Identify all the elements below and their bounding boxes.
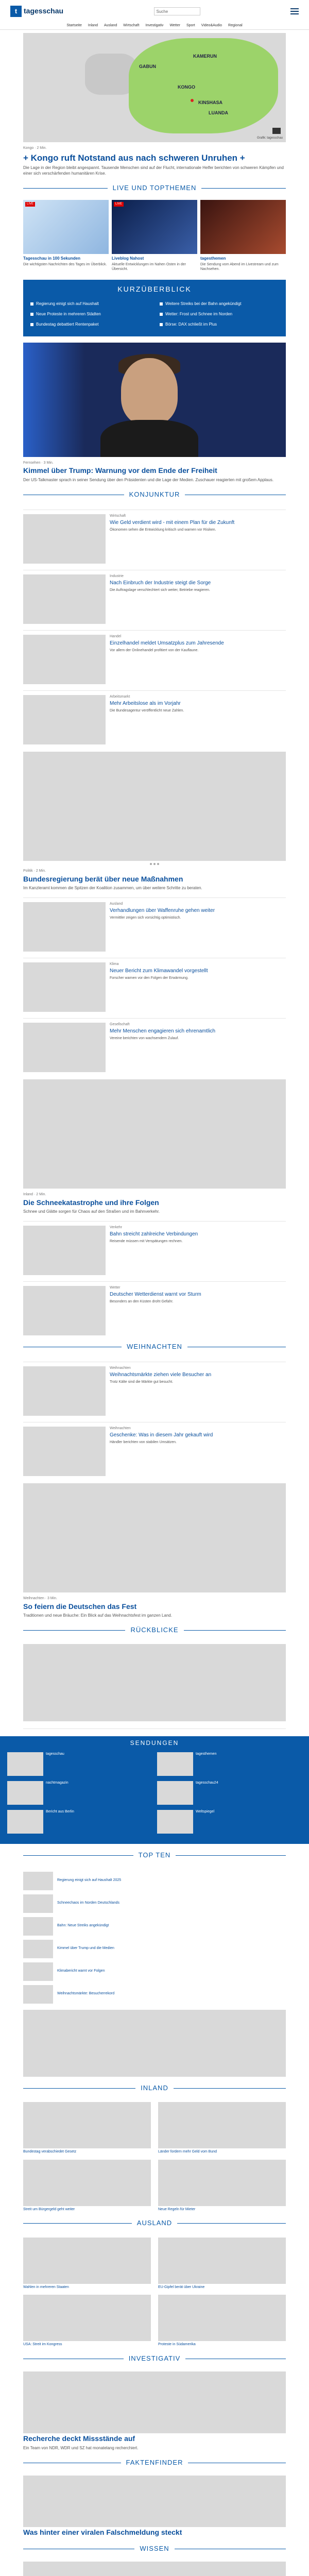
nav-item[interactable]: Wetter: [169, 24, 180, 27]
sendung-name: Weltspiegel: [196, 1810, 215, 1814]
sendung-thumbnail: [7, 1781, 43, 1805]
carousel-dots[interactable]: [23, 863, 286, 865]
nav-item[interactable]: Inland: [88, 24, 98, 27]
main-story-image[interactable]: [23, 343, 286, 457]
grid-teaser[interactable]: [23, 2295, 151, 2347]
weih-teaser: Traditionen und neue Bräuche: Ein Blick auf das Weihnachtsfest im ganzen Land.: [23, 1613, 173, 1618]
topten-title: Kimmel über Trump und die Medien: [57, 1946, 114, 1951]
article-teaser[interactable]: [23, 897, 286, 952]
third-teaser: Schnee und Glätte sorgen für Chaos auf den Straßen und im Bahnverkehr.: [23, 1209, 160, 1214]
grid-teaser-title: Bundestag verabschiedet Gesetz: [23, 2149, 77, 2154]
topten-item[interactable]: [23, 1872, 286, 1890]
article-teaser[interactable]: [23, 1362, 286, 1416]
article-summary: Die Auftragslage verschlechtert sich weiter, Betriebe reagieren.: [110, 588, 210, 592]
teaser-image[interactable]: [23, 1483, 286, 1592]
article-text: [110, 1286, 286, 1335]
article-summary: Vereine berichten von wachsendem Zulauf.: [110, 1037, 179, 1041]
section-weihnachten-title: WEIHNACHTEN: [23, 1347, 286, 1355]
grid-teaser-image: [158, 2295, 286, 2341]
live-badge: LIVE: [114, 202, 124, 207]
image-credit: Grafik: tagesschau: [256, 136, 283, 140]
faktenfinder-headline[interactable]: Was hinter einer viralen Falschmeldung steckt: [23, 2528, 182, 2537]
grid-teaser-title: Neue Regeln für Mieter: [158, 2207, 196, 2211]
section-wissen-title: WISSEN: [23, 2549, 286, 2557]
article-text: [110, 962, 286, 1012]
sendung-thumbnail: [7, 1752, 43, 1776]
konjunktur-list: [23, 510, 286, 744]
topten-item[interactable]: [23, 1962, 286, 1981]
article-text: [110, 1427, 286, 1476]
article-thumbnail[interactable]: [23, 695, 106, 744]
article-text: [110, 1023, 286, 1072]
kurz-list: [30, 301, 279, 327]
teaser-image[interactable]: [23, 752, 286, 861]
article-teaser[interactable]: [23, 958, 286, 1012]
sendung-thumbnail: [7, 1810, 43, 1834]
article-thumbnail[interactable]: [23, 1427, 106, 1476]
section-topten-title: TOP TEN: [23, 1855, 286, 1864]
article-kicker: Klima: [110, 962, 119, 966]
kurz-item[interactable]: Weitere Streiks bei der Bahn angekündigt: [160, 301, 279, 307]
investigativ-image[interactable]: [23, 2371, 286, 2433]
article-kicker: Weihnachten: [110, 1366, 131, 1370]
grid-teaser-image: [23, 2238, 151, 2284]
topten-item[interactable]: [23, 1917, 286, 1936]
main-nav: [0, 23, 309, 30]
section-inland-title: INLAND: [23, 2088, 286, 2097]
grid-teaser[interactable]: [23, 2238, 151, 2290]
sendungen-title: SENDUNGEN: [130, 1739, 179, 1747]
topten-thumbnail: [23, 1917, 53, 1936]
article-summary: Forscher warnen vor den Folgen der Erwärmung.: [110, 976, 188, 980]
live-card-title: Liveblog Nahost: [112, 256, 144, 261]
investigativ-teaser: Ein Team von NDR, WDR und SZ hat monatelang recherchiert.: [23, 2445, 139, 2450]
third-meta: Inland · 2 Min.: [23, 1192, 46, 1196]
third-headline[interactable]: Die Schneekatastrophe und ihre Folgen: [23, 1198, 159, 1207]
nav-item[interactable]: Investigativ: [145, 24, 164, 27]
sendung-name: nachtmagazin: [46, 1781, 68, 1785]
grid-teaser-image: [23, 2102, 151, 2148]
article-thumbnail[interactable]: [23, 1023, 106, 1072]
grid-teaser[interactable]: [23, 2160, 151, 2212]
article-summary: Ökonomen sehen die Entwicklung kritisch und warnen vor Risiken.: [110, 528, 216, 532]
grid-teaser-image: [158, 2238, 286, 2284]
live-cards: [23, 200, 286, 272]
article-summary: Trotz Kälte sind die Märkte gut besucht.: [110, 1380, 174, 1384]
article-thumbnail[interactable]: [23, 635, 106, 684]
article-summary: Vor allem der Onlinehandel profitiert von der Kauflaune.: [110, 649, 199, 653]
article-headline[interactable]: Verhandlungen über Waffenruhe gehen weiter: [110, 907, 215, 913]
sendungen-section: [0, 1736, 309, 1844]
logo-text: tagesschau: [24, 7, 64, 15]
sendung-name: tagesschau24: [196, 1781, 218, 1785]
ausland-grid: [23, 2238, 286, 2348]
article-thumbnail[interactable]: [23, 1226, 106, 1275]
topten-title: Schneechaos im Norden Deutschlands: [57, 1901, 120, 1905]
grid-teaser[interactable]: [158, 2102, 286, 2155]
kurz-title: KURZÜBERBLICK: [117, 285, 192, 294]
weihnachten-list: [23, 1362, 286, 1476]
main-meta: Fernsehen · 3 Min.: [23, 461, 54, 465]
topten-list: [23, 1872, 286, 2004]
top-bar: [0, 0, 309, 23]
article-thumbnail[interactable]: [23, 1366, 106, 1416]
section-faktenfinder-title: FAKTENFINDER: [23, 2463, 286, 2471]
sendung-item[interactable]: [157, 1810, 302, 1834]
kurz-item[interactable]: Bundestag debattiert Rentenpaket: [30, 322, 149, 327]
article-summary: Vermittler zeigen sich vorsichtig optimistisch.: [110, 916, 181, 920]
article-teaser[interactable]: [23, 690, 286, 744]
article-headline[interactable]: Deutscher Wetterdienst warnt vor Sturm: [110, 1291, 201, 1297]
topten-thumbnail: [23, 1894, 53, 1913]
kurz-item[interactable]: Börse: DAX schließt im Plus: [160, 322, 279, 327]
grid-teaser[interactable]: [158, 2160, 286, 2212]
article-summary: Händler berichten von stabilen Umsätzen.: [110, 1440, 177, 1445]
article-thumbnail[interactable]: [23, 902, 106, 952]
grid-teaser[interactable]: [158, 2295, 286, 2347]
search-box[interactable]: [154, 7, 200, 15]
article-text: [110, 514, 286, 564]
menu-icon[interactable]: [290, 8, 299, 14]
live-card-title: tagesthemen: [200, 256, 226, 261]
rueckblicke-image[interactable]: [23, 1644, 286, 1721]
nav-item[interactable]: Ausland: [104, 24, 117, 27]
topten-item[interactable]: [23, 1940, 286, 1958]
article-thumbnail[interactable]: [23, 962, 106, 1012]
investigativ-headline[interactable]: Recherche deckt Missstände auf: [23, 2434, 135, 2443]
kurzueberblick-box: [23, 280, 286, 336]
article-kicker: Arbeitsmarkt: [110, 694, 130, 699]
nav-item[interactable]: Wirtschaft: [123, 24, 140, 27]
teaser-image[interactable]: [23, 1079, 286, 1189]
article-kicker: Gesellschaft: [110, 1022, 130, 1026]
inland-grid: [23, 2102, 286, 2212]
grid-teaser[interactable]: [23, 2102, 151, 2155]
main-headline[interactable]: Kimmel über Trump: Warnung vor dem Ende der Freiheit: [23, 466, 217, 475]
map-city-dot: [191, 99, 194, 102]
article-headline[interactable]: Neuer Bericht zum Klimawandel vorgestellt: [110, 968, 208, 974]
sendung-thumbnail: [157, 1810, 193, 1834]
article-headline[interactable]: Wie Geld verdient wird - mit einem Plan für die Zukunft: [110, 519, 235, 526]
nav-item[interactable]: Startseite: [66, 24, 82, 27]
article-summary: Reisende müssen mit Verspätungen rechnen.: [110, 1240, 183, 1244]
article-text: [110, 574, 286, 624]
grid-teaser-title: Länder fordern mehr Geld vom Bund: [158, 2149, 217, 2154]
grid-teaser-title: Streit um Bürgergeld geht weiter: [23, 2207, 75, 2211]
hero-teaser: Die Lage in der Region bleibt angespannt. Tausende Menschen sind auf der Flucht, internationale Helfer berichten von schweren Kämpfen und einer sich verschärfenden humanitären Krise.: [23, 165, 284, 176]
live-card[interactable]: [23, 200, 109, 272]
feed-image[interactable]: [23, 2010, 286, 2077]
article-headline[interactable]: Geschenke: Was in diesem Jahr gekauft wird: [110, 1432, 213, 1438]
article-kicker: Weihnachten: [110, 1427, 131, 1431]
map-label: KINSHASA: [198, 100, 223, 105]
article-summary: Die Bundesagentur veröffentlicht neue Zahlen.: [110, 709, 184, 713]
article-summary: Besonders an den Küsten droht Gefahr.: [110, 1300, 174, 1304]
article-thumbnail[interactable]: [23, 1286, 106, 1335]
grid-teaser-image: [23, 2295, 151, 2341]
map-label: KONGO: [178, 84, 196, 90]
article-headline[interactable]: Mehr Arbeitslose als im Vorjahr: [110, 700, 181, 706]
article-text: [110, 695, 286, 744]
topten-item[interactable]: [23, 1894, 286, 1913]
article-text: [110, 1366, 286, 1416]
topten-item[interactable]: [23, 1985, 286, 2004]
sendung-item[interactable]: [7, 1781, 152, 1805]
grid-teaser-image: [23, 2160, 151, 2206]
article-text: [110, 1226, 286, 1275]
second-teaser: Im Kanzleramt kommen die Spitzen der Koalition zusammen, um über weitere Schritte zu beraten.: [23, 886, 202, 891]
sendung-name: Bericht aus Berlin: [46, 1810, 74, 1814]
wissen-image[interactable]: [23, 2562, 286, 2576]
article-kicker: Ausland: [110, 902, 123, 906]
grid-teaser-title: EU-Gipfel berät über Ukraine: [158, 2285, 205, 2289]
sendung-item[interactable]: [157, 1781, 302, 1805]
article-headline[interactable]: Einzelhandel meldet Umsatzplus zum Jahresende: [110, 640, 224, 646]
article-thumbnail[interactable]: [23, 574, 106, 624]
article-kicker: Handel: [110, 634, 122, 638]
grid-teaser[interactable]: [158, 2238, 286, 2290]
article-headline[interactable]: Bahn streicht zahlreiche Verbindungen: [110, 1231, 198, 1237]
topten-thumbnail: [23, 1962, 53, 1981]
article-teaser[interactable]: [23, 1018, 286, 1072]
map-label: LUANDA: [209, 110, 228, 115]
live-card-image: [200, 200, 286, 254]
topten-thumbnail: [23, 1872, 53, 1890]
logo[interactable]: [10, 6, 63, 17]
grid-teaser-title: USA: Streit im Kongress: [23, 2343, 62, 2347]
hero-headline[interactable]: + Kongo ruft Notstand aus nach schweren Unruhen +: [23, 152, 245, 163]
article-list: [23, 897, 286, 1072]
article-teaser[interactable]: [23, 1422, 286, 1476]
topten-thumbnail: [23, 1940, 53, 1958]
topten-title: Klimabericht warnt vor Folgen: [57, 1969, 105, 1973]
hero-meta: Kongo · 2 Min.: [23, 146, 47, 150]
kurz-item[interactable]: Regierung einigt sich auf Haushalt: [30, 301, 149, 307]
map-label: KAMERUN: [193, 54, 217, 59]
hero-map-image[interactable]: [23, 33, 286, 142]
live-badge: LIVE: [25, 202, 35, 207]
live-card-title: Tagesschau in 100 Sekunden: [23, 256, 81, 261]
article-teaser[interactable]: [23, 570, 286, 624]
topten-title: Weihnachtsmärkte: Besucherrekord: [57, 1992, 115, 1996]
live-card-image: [23, 200, 109, 254]
grid-teaser-title: Wahlen in mehreren Staaten: [23, 2285, 69, 2289]
article-kicker: Wetter: [110, 1285, 121, 1290]
logo-mark: t: [10, 6, 22, 17]
article-text: [110, 635, 286, 684]
sendung-thumbnail: [157, 1781, 193, 1805]
nav-item[interactable]: Video&Audio: [201, 24, 222, 27]
section-live-title: LIVE UND TOPTHEMEN: [23, 188, 286, 197]
nav-item[interactable]: Sport: [186, 24, 195, 27]
live-card-desc: Aktuelle Entwicklungen im Nahen Osten in der Übersicht.: [112, 262, 186, 271]
topten-title: Bahn: Neue Streiks angekündigt: [57, 1924, 109, 1928]
article-kicker: Wirtschaft: [110, 514, 126, 518]
article-headline[interactable]: Weihnachtsmärkte ziehen viele Besucher an: [110, 1371, 212, 1378]
article-text: [110, 902, 286, 952]
sendung-name: tagesschau: [46, 1752, 64, 1756]
grid-teaser-title: Proteste in Südamerika: [158, 2343, 196, 2347]
faktenfinder-image[interactable]: [23, 2476, 286, 2527]
grid-teaser-image: [158, 2160, 286, 2206]
sendung-item[interactable]: [7, 1752, 152, 1776]
article-kicker: Industrie: [110, 574, 124, 578]
live-card[interactable]: [200, 200, 286, 272]
article-list: [23, 1221, 286, 1335]
weih-headline[interactable]: So feiern die Deutschen das Fest: [23, 1602, 137, 1611]
map-label: GABUN: [139, 64, 156, 69]
section-konjunktur-title: KONJUNKTUR: [23, 495, 286, 503]
live-card[interactable]: [112, 200, 197, 272]
section-investigativ-title: INVESTIGATIV: [23, 2359, 286, 2367]
nav-item[interactable]: Regional: [228, 24, 243, 27]
article-teaser[interactable]: [23, 1281, 286, 1335]
second-meta: Politik · 2 Min.: [23, 869, 46, 873]
kurz-item[interactable]: Wetter: Frost und Schnee im Norden: [160, 312, 279, 317]
article-thumbnail[interactable]: [23, 514, 106, 564]
sendung-name: tagesthemen: [196, 1752, 217, 1756]
sendungen-grid: [7, 1752, 302, 1834]
live-card-desc: Die Sendung vom Abend im Livestream und zum Nachsehen.: [200, 262, 279, 271]
topten-thumbnail: [23, 1985, 53, 2004]
kurz-item[interactable]: Neue Proteste in mehreren Städten: [30, 312, 149, 317]
camera-icon: [272, 128, 281, 134]
article-teaser[interactable]: [23, 630, 286, 684]
live-card-desc: Die wichtigsten Nachrichten des Tages im Überblick.: [23, 262, 107, 266]
sendung-item[interactable]: [7, 1810, 152, 1834]
article-headline[interactable]: Nach Einbruch der Industrie steigt die Sorge: [110, 580, 211, 586]
search-label: Suche: [156, 9, 168, 14]
main-teaser: Der US-Talkmaster sprach in seiner Sendung über den Präsidenten und die Lage der Medien. Zuschauer reagierten mit großem Applaus.: [23, 477, 274, 482]
section-rueckblicke-title: RÜCKBLICKE: [23, 1630, 286, 1639]
grid-teaser-image: [158, 2102, 286, 2148]
sendung-item[interactable]: [157, 1752, 302, 1776]
sendung-thumbnail: [157, 1752, 193, 1776]
topten-title: Regierung einigt sich auf Haushalt 2025: [57, 1878, 122, 1883]
article-teaser[interactable]: [23, 510, 286, 564]
second-headline[interactable]: Bundesregierung berät über neue Maßnahmen: [23, 874, 183, 883]
section-ausland-title: AUSLAND: [23, 2223, 286, 2232]
article-teaser[interactable]: [23, 1221, 286, 1275]
live-card-image: [112, 200, 197, 254]
weih-meta: Weihnachten · 3 Min.: [23, 1597, 58, 1601]
article-kicker: Verkehr: [110, 1225, 123, 1229]
article-headline[interactable]: Mehr Menschen engagieren sich ehrenamtlich: [110, 1028, 216, 1034]
